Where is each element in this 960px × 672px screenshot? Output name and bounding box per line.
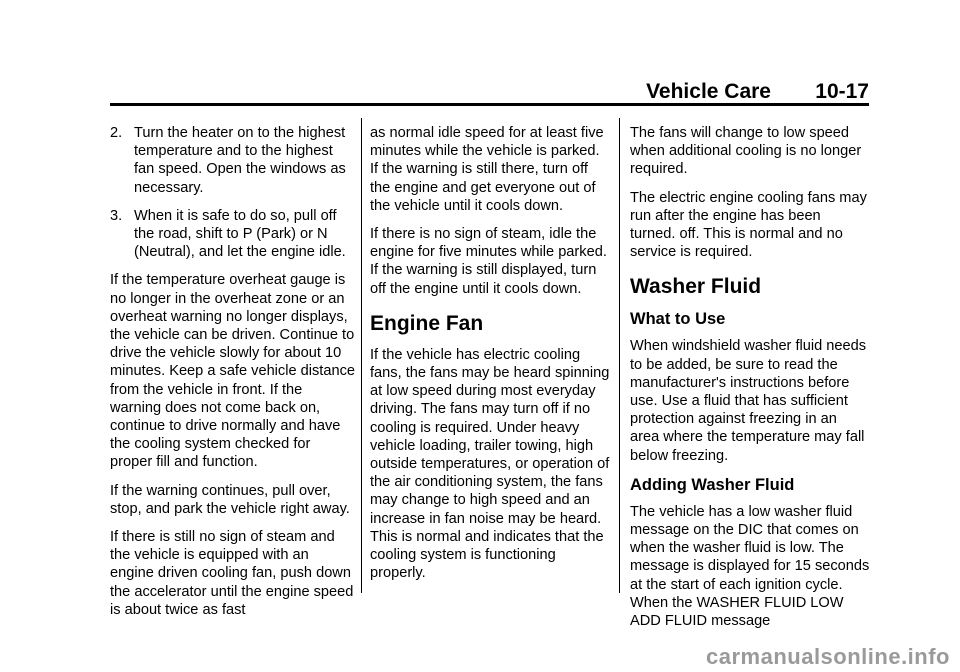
list-item xyxy=(110,124,355,197)
page-number: 10-17 xyxy=(815,80,869,103)
column-3 xyxy=(630,124,870,640)
list-item xyxy=(110,207,355,262)
paragraph: If there is no sign of steam, idle the engine for five minutes while parked. If the warning is still displayed, turn off the engine until it cools down. xyxy=(370,226,607,297)
watermark: carmanualsonline.info xyxy=(706,644,950,669)
subheading: What to Use xyxy=(630,310,726,329)
section-title: Vehicle Care xyxy=(646,80,771,103)
subheading: Adding Washer Fluid xyxy=(630,475,795,494)
paragraph: When windshield washer fluid needs to be added, be sure to read the manufacturer's instructions before use. Use a fluid that has sufficient protection against freezing in an area where the temperature may fall below freezing. xyxy=(630,338,867,464)
paragraph: The fans will change to low speed when additional cooling is no longer required. xyxy=(630,125,862,178)
list-text: When it is safe to do so, pull off the road, shift to P (Park) or N (Neutral), and let the engine idle. xyxy=(134,207,346,261)
column-divider-2 xyxy=(619,118,620,593)
paragraph: If the temperature overheat gauge is no longer in the overheat zone or an overheat warning no longer displays, the vehicle can be driven. Continue to drive the vehicle slowly for about 10 minutes. Keep a safe vehicle distance from the vehicle in front. If the warning does not come back on, continue to drive normally and have the cooling system checked for proper fill and function. xyxy=(110,272,355,471)
paragraph: The vehicle has a low washer fluid message on the DIC that comes on when the washer fluid is low. The message is displayed for 15 seconds at the start of each ignition cycle. When the WASHER FLUID LOW ADD FLUID message xyxy=(630,503,870,630)
page-header xyxy=(110,81,869,103)
paragraph: If the warning continues, pull over, stop, and park the vehicle right away. xyxy=(110,482,350,517)
section-heading: Washer Fluid xyxy=(630,275,762,299)
list-number: 3. xyxy=(110,207,123,224)
paragraph: If the vehicle has electric cooling fans, the fans may be heard spinning at low speed during most everyday driving. The fans may turn off if no cooling is required. Under heavy vehicle loading, trailer towing, high outside temperatures, or operation of the air conditioning system, the fans may change to high speed and an increase in fan noise may be heard. This is normal and indicates that the cooling system is functioning properly. xyxy=(370,346,610,582)
list-number: 2. xyxy=(110,125,123,141)
column-divider-1 xyxy=(361,118,362,593)
header-rule xyxy=(110,103,869,106)
list-text: Turn the heater on to the highest temperature and to the highest fan speed. Open the windows as necessary. xyxy=(134,125,346,196)
paragraph: If there is still no sign of steam and the vehicle is equipped with an engine driven cooling fan, push down the accelerator until the engine speed is about twice as fast xyxy=(110,529,354,618)
section-heading: Engine Fan xyxy=(370,311,484,335)
column-2 xyxy=(370,124,610,592)
column-1 xyxy=(110,124,355,629)
paragraph: as normal idle speed for at least five minutes while the vehicle is parked. If the warning is still there, turn off the engine and get everyone out of the vehicle until it cools down. xyxy=(370,125,604,214)
paragraph: The electric engine cooling fans may run after the engine has been turned. off. This is normal and no service is required. xyxy=(630,189,867,261)
